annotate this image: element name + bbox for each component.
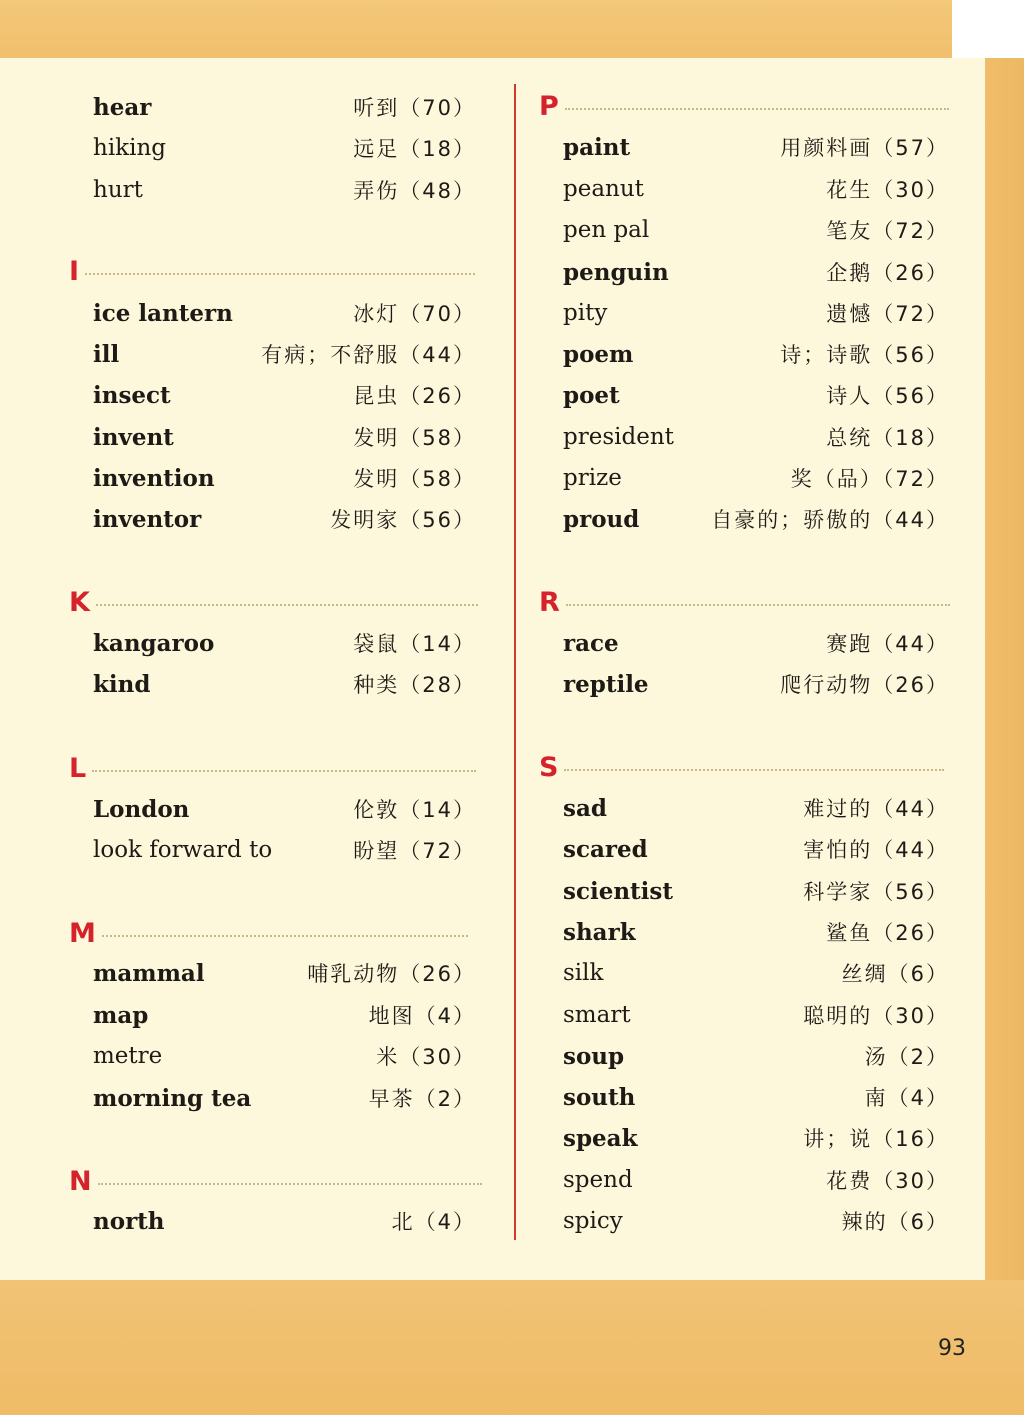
entry-meaning: 袋鼠（14） [353,632,476,656]
entry-word: president [563,424,674,450]
section-letter: R [539,587,560,618]
entry-meaning: 米（30） [376,1045,476,1069]
entry-word: speak [563,1124,638,1152]
entry-meaning: 发明（58） [353,426,476,450]
entry-meaning: 用颜料画（57） [780,136,949,160]
entry-meaning: 地图（4） [368,1004,476,1028]
entry-meaning: 昆虫（26） [353,384,476,408]
entry-meaning: 花费（30） [826,1169,949,1193]
section-heading-n [69,1167,482,1197]
entry-meaning: 诗人（56） [826,384,949,408]
entry-meaning: 奖（品）（72） [790,467,949,491]
list-item [563,1081,949,1113]
list-item [93,668,476,700]
entry-meaning: 弄伤（48） [353,179,476,203]
list-item [93,834,476,866]
entry-word: map [93,1001,149,1029]
entry-meaning: 笔友（72） [826,219,949,243]
entry-meaning: 发明（58） [353,467,476,491]
entry-word: scientist [563,877,673,905]
entry-word: reptile [563,670,649,698]
entry-meaning: 哺乳动物（26） [307,962,476,986]
list-item [563,1122,949,1154]
entry-word: metre [93,1043,163,1069]
list-item [563,256,949,288]
list-item [93,793,476,825]
list-item [93,297,476,329]
section-heading-r [539,588,950,618]
entry-meaning: 遗憾（72） [826,302,949,326]
entry-meaning: 聪明的（30） [803,1004,949,1028]
entry-word: smart [563,1002,631,1028]
list-item [93,1082,476,1114]
page-number: 93 [938,1336,966,1361]
section-letter: M [69,918,96,949]
entry-meaning: 早茶（2） [368,1087,476,1111]
list-item [563,875,949,907]
entry-meaning: 科学家（56） [803,880,949,904]
entry-meaning: 自豪的；骄傲的（44） [711,508,949,532]
entry-word: spend [563,1167,633,1193]
list-item [563,1040,949,1072]
list-item [563,503,949,535]
dotted-rule [92,770,476,772]
list-item [563,214,949,246]
dotted-rule [98,1183,482,1185]
list-item [563,379,949,411]
entry-word: London [93,795,190,823]
entry-word: race [563,629,619,657]
section-letter: L [69,753,87,784]
section-heading-p [539,92,949,122]
entry-meaning: 汤（2） [864,1045,949,1069]
entry-word: north [93,1207,165,1235]
entry-word: pity [563,300,608,326]
entry-word: morning tea [93,1084,252,1112]
list-item [93,627,476,659]
entry-meaning: 有病；不舒服（44） [261,343,476,367]
entry-word: penguin [563,258,669,286]
section-letter: P [539,91,559,122]
list-item [563,462,949,494]
list-item [93,999,476,1031]
list-item [563,833,949,865]
section-letter: K [69,587,90,618]
list-item [93,1040,476,1072]
entry-word: silk [563,960,604,986]
list-item [563,297,949,329]
dotted-rule [96,604,478,606]
list-item [93,462,476,494]
entry-meaning: 爬行动物（26） [780,673,949,697]
entry-word: look forward to [93,837,273,863]
list-item [93,338,476,370]
list-item [563,999,949,1031]
entry-word: ice lantern [93,299,233,327]
entry-meaning: 花生（30） [826,178,949,202]
entry-word: hurt [93,177,143,203]
entry-meaning: 赛跑（44） [826,632,949,656]
entry-word: hiking [93,135,166,161]
entry-meaning: 冰灯（70） [353,302,476,326]
entry-word: poem [563,340,634,368]
entry-word: prize [563,465,622,491]
entry-word: south [563,1083,636,1111]
entry-word: insect [93,381,171,409]
dotted-rule [564,769,944,771]
entry-meaning: 讲；说（16） [803,1127,949,1151]
section-letter: S [539,752,559,783]
entry-meaning: 企鹅（26） [826,261,949,285]
entry-meaning: 南（4） [864,1086,949,1110]
list-item [93,379,476,411]
entry-meaning: 辣的（6） [841,1210,949,1234]
dotted-rule [85,273,475,275]
list-item [563,173,949,205]
section-heading-m [69,919,468,949]
list-item [563,1205,949,1237]
section-heading-i [69,257,475,287]
entry-meaning: 总统（18） [826,426,949,450]
list-item [93,503,476,535]
entry-word: spicy [563,1208,623,1234]
section-heading-k [69,588,478,618]
section-letter: I [69,256,80,287]
section-heading-s [539,753,944,783]
list-item [563,668,949,700]
entry-word: proud [563,505,640,533]
list-item [93,91,476,123]
list-item [93,174,476,206]
entry-word: shark [563,918,636,946]
entry-meaning: 伦敦（14） [353,798,476,822]
list-item [563,131,949,163]
entry-meaning: 难过的（44） [803,797,949,821]
entry-word: paint [563,133,631,161]
entry-word: sad [563,794,607,822]
section-letter: N [69,1166,92,1197]
corner-blank [952,0,1024,58]
entry-word: soup [563,1042,625,1070]
list-item [563,1164,949,1196]
entry-meaning: 发明家（56） [330,508,476,532]
page-edge [985,58,1024,1280]
bottom-band [0,1280,1024,1415]
list-item [93,1205,476,1237]
entry-word: inventor [93,505,202,533]
list-item [93,421,476,453]
entry-meaning: 远足（18） [353,137,476,161]
list-item [563,792,949,824]
dotted-rule [566,604,950,606]
list-item [563,916,949,948]
entry-word: hear [93,93,152,121]
entry-meaning: 北（4） [391,1210,476,1234]
entry-word: ill [93,340,120,368]
entry-word: pen pal [563,217,650,243]
entry-meaning: 种类（28） [353,673,476,697]
entry-word: peanut [563,176,644,202]
dotted-rule [102,935,468,937]
list-item [563,627,949,659]
entry-word: invention [93,464,215,492]
entry-word: invent [93,423,174,451]
list-item [93,957,476,989]
entry-meaning: 鲨鱼（26） [826,921,949,945]
entry-meaning: 盼望（72） [353,839,476,863]
dotted-rule [565,108,949,110]
entry-word: kangaroo [93,629,215,657]
entry-meaning: 害怕的（44） [803,838,949,862]
entry-meaning: 听到（70） [353,96,476,120]
entry-word: scared [563,835,648,863]
entry-word: mammal [93,959,205,987]
column-divider [514,84,516,1240]
list-item [93,132,476,164]
entry-word: kind [93,670,151,698]
list-item [563,338,949,370]
entry-meaning: 诗；诗歌（56） [780,343,949,367]
entry-meaning: 丝绸（6） [841,962,949,986]
section-heading-l [69,754,476,784]
entry-word: poet [563,381,620,409]
list-item [563,421,949,453]
top-band [0,0,1024,60]
list-item [563,957,949,989]
